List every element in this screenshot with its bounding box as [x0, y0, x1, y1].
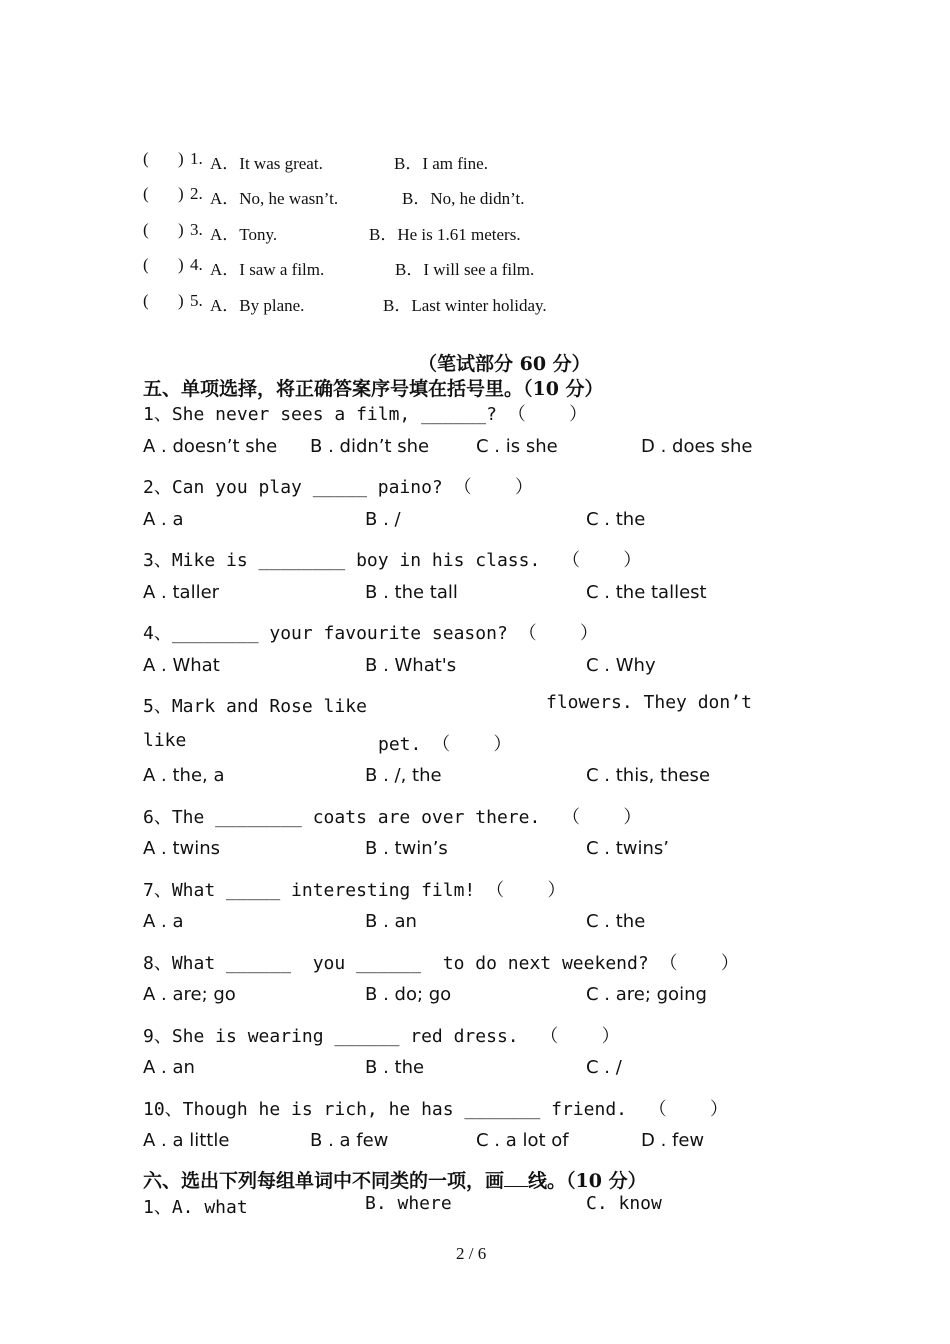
- q10-option-c: C . a lot of: [476, 1130, 569, 1151]
- section6-heading-main: 六、选出下列每组单词中不同类的一项，画: [143, 1170, 505, 1192]
- q8-option-c: C . are; going: [586, 984, 707, 1005]
- q5-option-b: B . /, the: [365, 765, 442, 786]
- q10-option-d: D . few: [641, 1130, 705, 1151]
- q9-option-a: A . an: [143, 1057, 195, 1078]
- option-b: B．No, he didn’t.: [402, 189, 525, 208]
- question-4: 4、________ your favourite season? （ ）: [143, 623, 598, 644]
- option-a: A．By plane.: [210, 296, 305, 315]
- question-3: 3、Mike is ________ boy in his class. （ ）: [143, 550, 642, 571]
- answer-paren-close: ): [178, 184, 184, 203]
- q2-option-c: C . the: [586, 509, 646, 530]
- option-b: B．I am fine.: [394, 154, 488, 173]
- answer-paren-close: ): [178, 255, 184, 274]
- answer-paren-open: (: [143, 255, 149, 274]
- q9-option-c: C . /: [586, 1057, 622, 1078]
- q8-option-b: B . do; go: [365, 984, 452, 1005]
- answer-paren-close: ): [178, 149, 184, 168]
- written-part-title: （笔试部分 60 分）: [418, 353, 591, 375]
- q7-option-b: B . an: [365, 911, 417, 932]
- item-number: 3.: [190, 220, 203, 239]
- q2-option-b: B . /: [365, 509, 401, 530]
- q6-option-c: C . twins’: [586, 838, 670, 859]
- q7-option-c: C . the: [586, 911, 646, 932]
- q5-option-c: C . this, these: [586, 765, 711, 786]
- q5-option-a: A . the, a: [143, 765, 225, 786]
- question-6: 6、The ________ coats are over there. （ ）: [143, 807, 642, 828]
- question-2: 2、Can you play _____ paino? （ ）: [143, 477, 533, 498]
- q10-option-b: B . a few: [310, 1130, 389, 1151]
- question-8: 8、What ______ you ______ to do next weekend? （ ）: [143, 953, 739, 974]
- answer-paren-open: (: [143, 184, 149, 203]
- q1-option-a: A . doesn’t she: [143, 436, 278, 457]
- s6-q1-option-c: C. know: [586, 1193, 662, 1214]
- q4-option-c: C . Why: [586, 655, 656, 676]
- underline-blank: [504, 1170, 528, 1187]
- item-number: 5.: [190, 291, 203, 310]
- section6-heading-tail: 线。（10 分）: [528, 1170, 647, 1192]
- section5-heading: 五、单项选择，将正确答案序号填在括号里。（10 分）: [143, 378, 604, 400]
- s6-q1-option-a: 1、A. what: [143, 1197, 248, 1218]
- section6-heading: [143, 1166, 647, 1193]
- q1-option-c: C . is she: [476, 436, 558, 457]
- option-a: A．No, he wasn’t.: [210, 189, 339, 208]
- question-1: 1、She never sees a film, ______? （ ）: [143, 404, 588, 425]
- question-5-line2-end: pet. （ ）: [378, 734, 512, 755]
- q3-option-a: A . taller: [143, 582, 220, 603]
- question-9: 9、She is wearing ______ red dress. （ ）: [143, 1026, 620, 1047]
- option-a: A．It was great.: [210, 154, 323, 173]
- q4-option-a: A . What: [143, 655, 220, 676]
- option-a: A．I saw a film.: [210, 260, 325, 279]
- s6-q1-option-b: B. where: [365, 1193, 452, 1214]
- q4-option-b: B . What's: [365, 655, 457, 676]
- option-b: B．He is 1.61 meters.: [369, 225, 521, 244]
- question-5-line2-start: like: [143, 730, 187, 751]
- q2-option-a: A . a: [143, 509, 184, 530]
- q6-option-b: B . twin’s: [365, 838, 448, 859]
- q10-option-a: A . a little: [143, 1130, 230, 1151]
- answer-paren-open: (: [143, 149, 149, 168]
- q1-option-d: D . does she: [641, 436, 753, 457]
- item-number: 1.: [190, 149, 203, 168]
- answer-paren-close: ): [178, 220, 184, 239]
- item-number: 4.: [190, 255, 203, 274]
- option-b: B．Last winter holiday.: [383, 296, 547, 315]
- answer-paren-open: (: [143, 220, 149, 239]
- page-number: 2 / 6: [456, 1244, 487, 1263]
- q7-option-a: A . a: [143, 911, 184, 932]
- q3-option-c: C . the tallest: [586, 582, 707, 603]
- q1-option-b: B . didn’t she: [310, 436, 430, 457]
- option-b: B．I will see a film.: [395, 260, 535, 279]
- question-5-line1-end: flowers. They don’t: [546, 692, 752, 713]
- answer-paren-open: (: [143, 291, 149, 310]
- question-7: 7、What _____ interesting film! （ ）: [143, 880, 566, 901]
- answer-paren-close: ): [178, 291, 184, 310]
- q3-option-b: B . the tall: [365, 582, 458, 603]
- item-number: 2.: [190, 184, 203, 203]
- q9-option-b: B . the: [365, 1057, 425, 1078]
- option-a: A．Tony.: [210, 225, 278, 244]
- question-5-line1-start: 5、Mark and Rose like: [143, 696, 367, 717]
- q8-option-a: A . are; go: [143, 984, 236, 1005]
- question-10: 10、Though he is rich, he has _______ friend. （ ）: [143, 1099, 729, 1120]
- q6-option-a: A . twins: [143, 838, 221, 859]
